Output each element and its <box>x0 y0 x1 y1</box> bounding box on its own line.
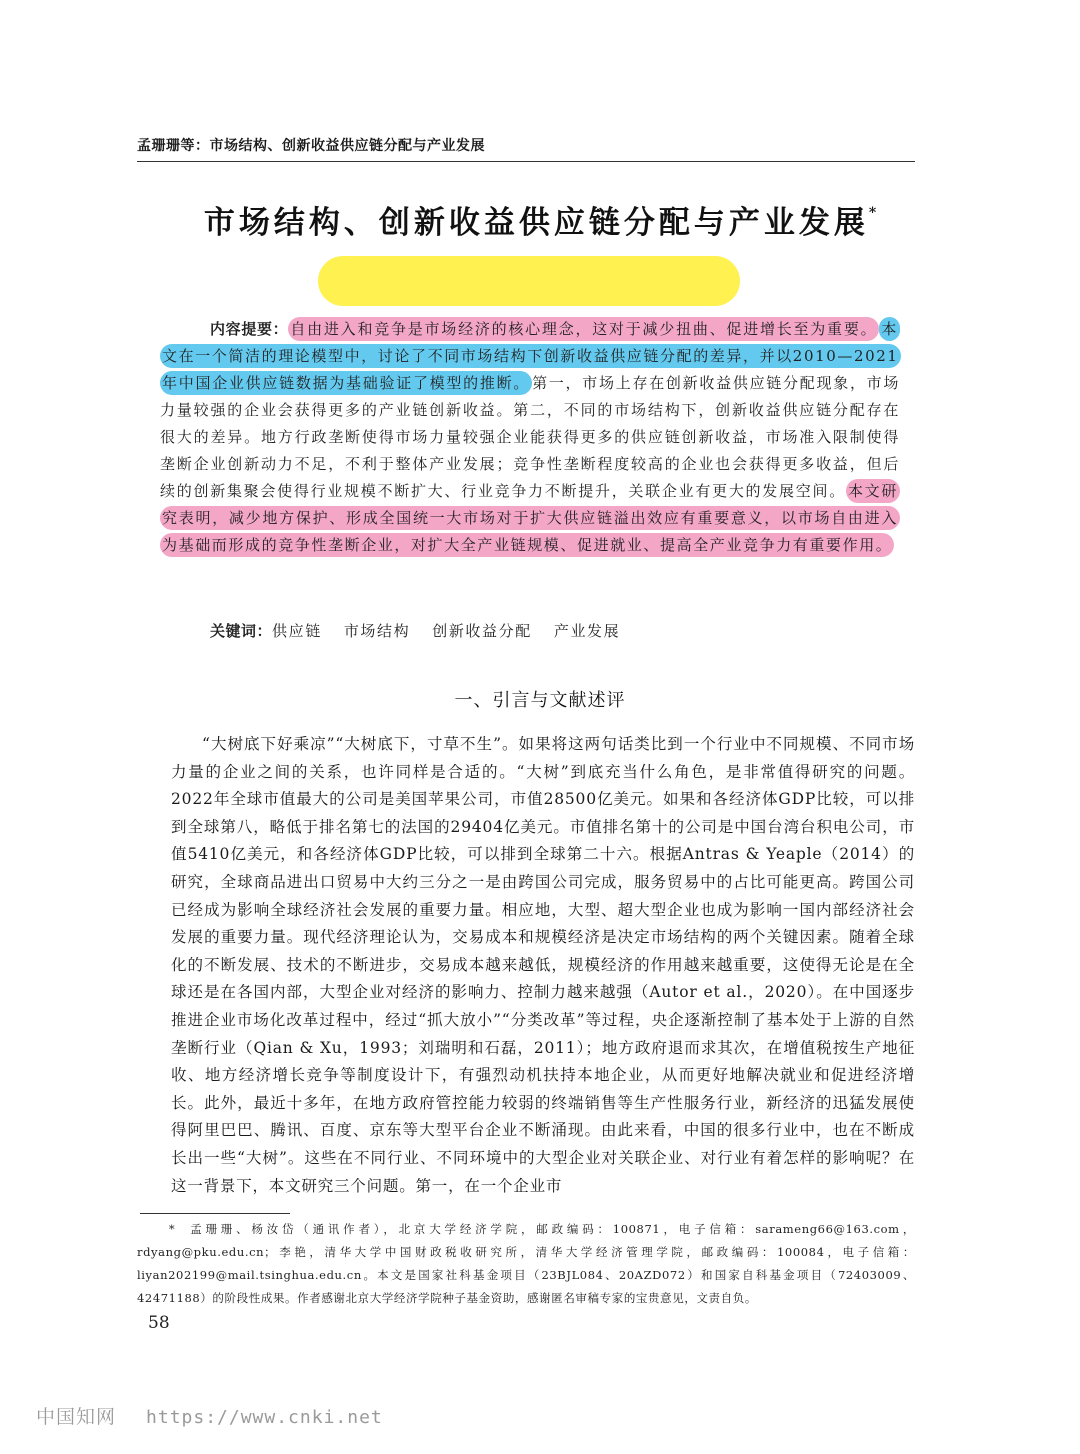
abstract-label: 内容提要： <box>210 320 289 338</box>
watermark-name: 中国知网 <box>36 1406 117 1428</box>
abstract-highlight-pink-1: 自由进入和竞争是市场经济的核心理念，这对于减少扭曲、促进增长至为重要。 <box>288 317 879 341</box>
paper-title <box>0 197 1080 242</box>
cnki-watermark <box>36 1402 383 1429</box>
keyword-item: 供应链 <box>272 622 322 640</box>
paper-title-text: 市场结构、创新收益供应链分配与产业发展 <box>203 205 869 241</box>
footnote-text: 孟珊珊、杨汝岱（通讯作者），北京大学经济学院，邮政编码：100871，电子信箱：sarameng66@163.com，rdyang@pku.edu.cn；李艳，清华大学中国财政税收研究所，清华大学经济管理学院，邮政编码：100084，电子信箱：liyan202199@mail.tsinghua.edu.cn。本文是国家社科基金项目（23BJL084、20AZD072）和国家自科基金项目（72403009、42471188）的阶段性成果。作者感谢北京大学经济学院种子基金资助，感谢匿名审稿专家的宝贵意见，文责自负。 <box>137 1222 915 1305</box>
running-head: 孟珊珊等：市场结构、创新收益供应链分配与产业发展 <box>137 135 915 162</box>
keyword-item: 市场结构 <box>343 622 411 640</box>
section-heading: 一、引言与文献述评 <box>454 690 626 711</box>
keywords-label: 关键词： <box>210 622 273 640</box>
keyword-item: 产业发展 <box>553 622 621 640</box>
abstract <box>160 316 900 559</box>
title-footnote-mark: * <box>868 205 877 221</box>
footnote <box>137 1218 915 1310</box>
keyword-item: 创新收益分配 <box>432 622 532 640</box>
body-paragraph: “大树底下好乘凉”“大树底下，寸草不生”。如果将这两句话类比到一个行业中不同规模、不同市场力量的企业之间的关系，也许同样是合适的。“大树”到底充当什么角色，是非常值得研究的问题。2022年全球市值最大的公司是美国苹果公司，市值28500亿美元。如果和各经济体GDP比较，可以排到全球第八，略低于排名第七的法国的29404亿美元。市值排名第十的公司是中国台湾台积电公司，市值5410亿美元，和各经济体GDP比较，可以排到全球第二十六。根据Antras & Yeaple（2014）的研究，全球商品进出口贸易中大约三分之一是由跨国公司完成，服务贸易中的占比可能更高。跨国公司已经成为影响全球经济社会发展的重要力量。相应地，大型、超大型企业也成为影响一国内部经济社会发展的重要力量。现代经济理论认为，交易成本和规模经济是决定市场结构的两个关键因素。随着全球化的不断发展、技术的不断进步，交易成本越来越低，规模经济的作用越来越重要，这使得无论是在全球还是在各国内部，大型企业对经济的影响力、控制力越来越强（Autor et al.，2020）。在中国逐步推进企业市场化改革过程中，经过“抓大放小”“分类改革”等过程，央企逐渐控制了基本处于上游的自然垄断行业（Qian & Xu，1993；刘瑞明和石磊，2011）；地方政府退而求其次，在增值税按生产地征收、地方经济增长竞争等制度设计下，有强烈动机扶持本地企业，从而更好地解决就业和促进经济增长。此外，最近十多年，在地方政府管控能力较弱的终端销售等生产性服务行业，新经济的迅猛发展使得阿里巴巴、腾讯、百度、京东等大型平台企业不断涌现。由此来看，中国的很多行业中，也在不断成长出一些“大树”。这些在不同行业、不同环境中的大型企业对关联企业、对行业有着怎样的影响呢？在这一背景下，本文研究三个问题。第一，在一个企业市 <box>171 735 915 1195</box>
keywords <box>210 620 642 641</box>
watermark-url: https://www.cnki.net <box>146 1407 383 1428</box>
abstract-highlight-pink-2: 本文研究表明，减少地方保护、形成全国统一大市场对于扩大供应链溢出效应有重要意义，以市场自由进入为基础而形成的竞争性垄断企业，对扩大全产业链规模、促进就业、提高全产业竞争力有重要作用。 <box>160 479 900 557</box>
page-number: 58 <box>148 1313 170 1333</box>
footnote-mark: * <box>168 1222 176 1236</box>
abstract-body-text: 第一，市场上存在创新收益供应链分配现象，市场力量较强的企业会获得更多的产业链创新收益。第二，不同的市场结构下，创新收益供应链分配存在很大的差异。地方行政垄断使得市场力量较强企业能获得更多的供应链创新收益，市场准入限制使得垄断企业创新动力不足，不利于整体产业发展；竞争性垄断程度较高的企业也会获得更多收益，但后续的创新集聚会使得行业规模不断扩大、行业竞争力不断提升，关联企业有更大的发展空间。 <box>160 374 901 500</box>
abstract-highlight-blue: 本文在一个简洁的理论模型中，讨论了不同市场结构下创新收益供应链分配的差异，并以2010—2021年中国企业供应链数据为基础验证了模型的推断。 <box>160 317 901 395</box>
author-redaction-block <box>318 256 740 306</box>
footnote-divider <box>140 1213 290 1214</box>
